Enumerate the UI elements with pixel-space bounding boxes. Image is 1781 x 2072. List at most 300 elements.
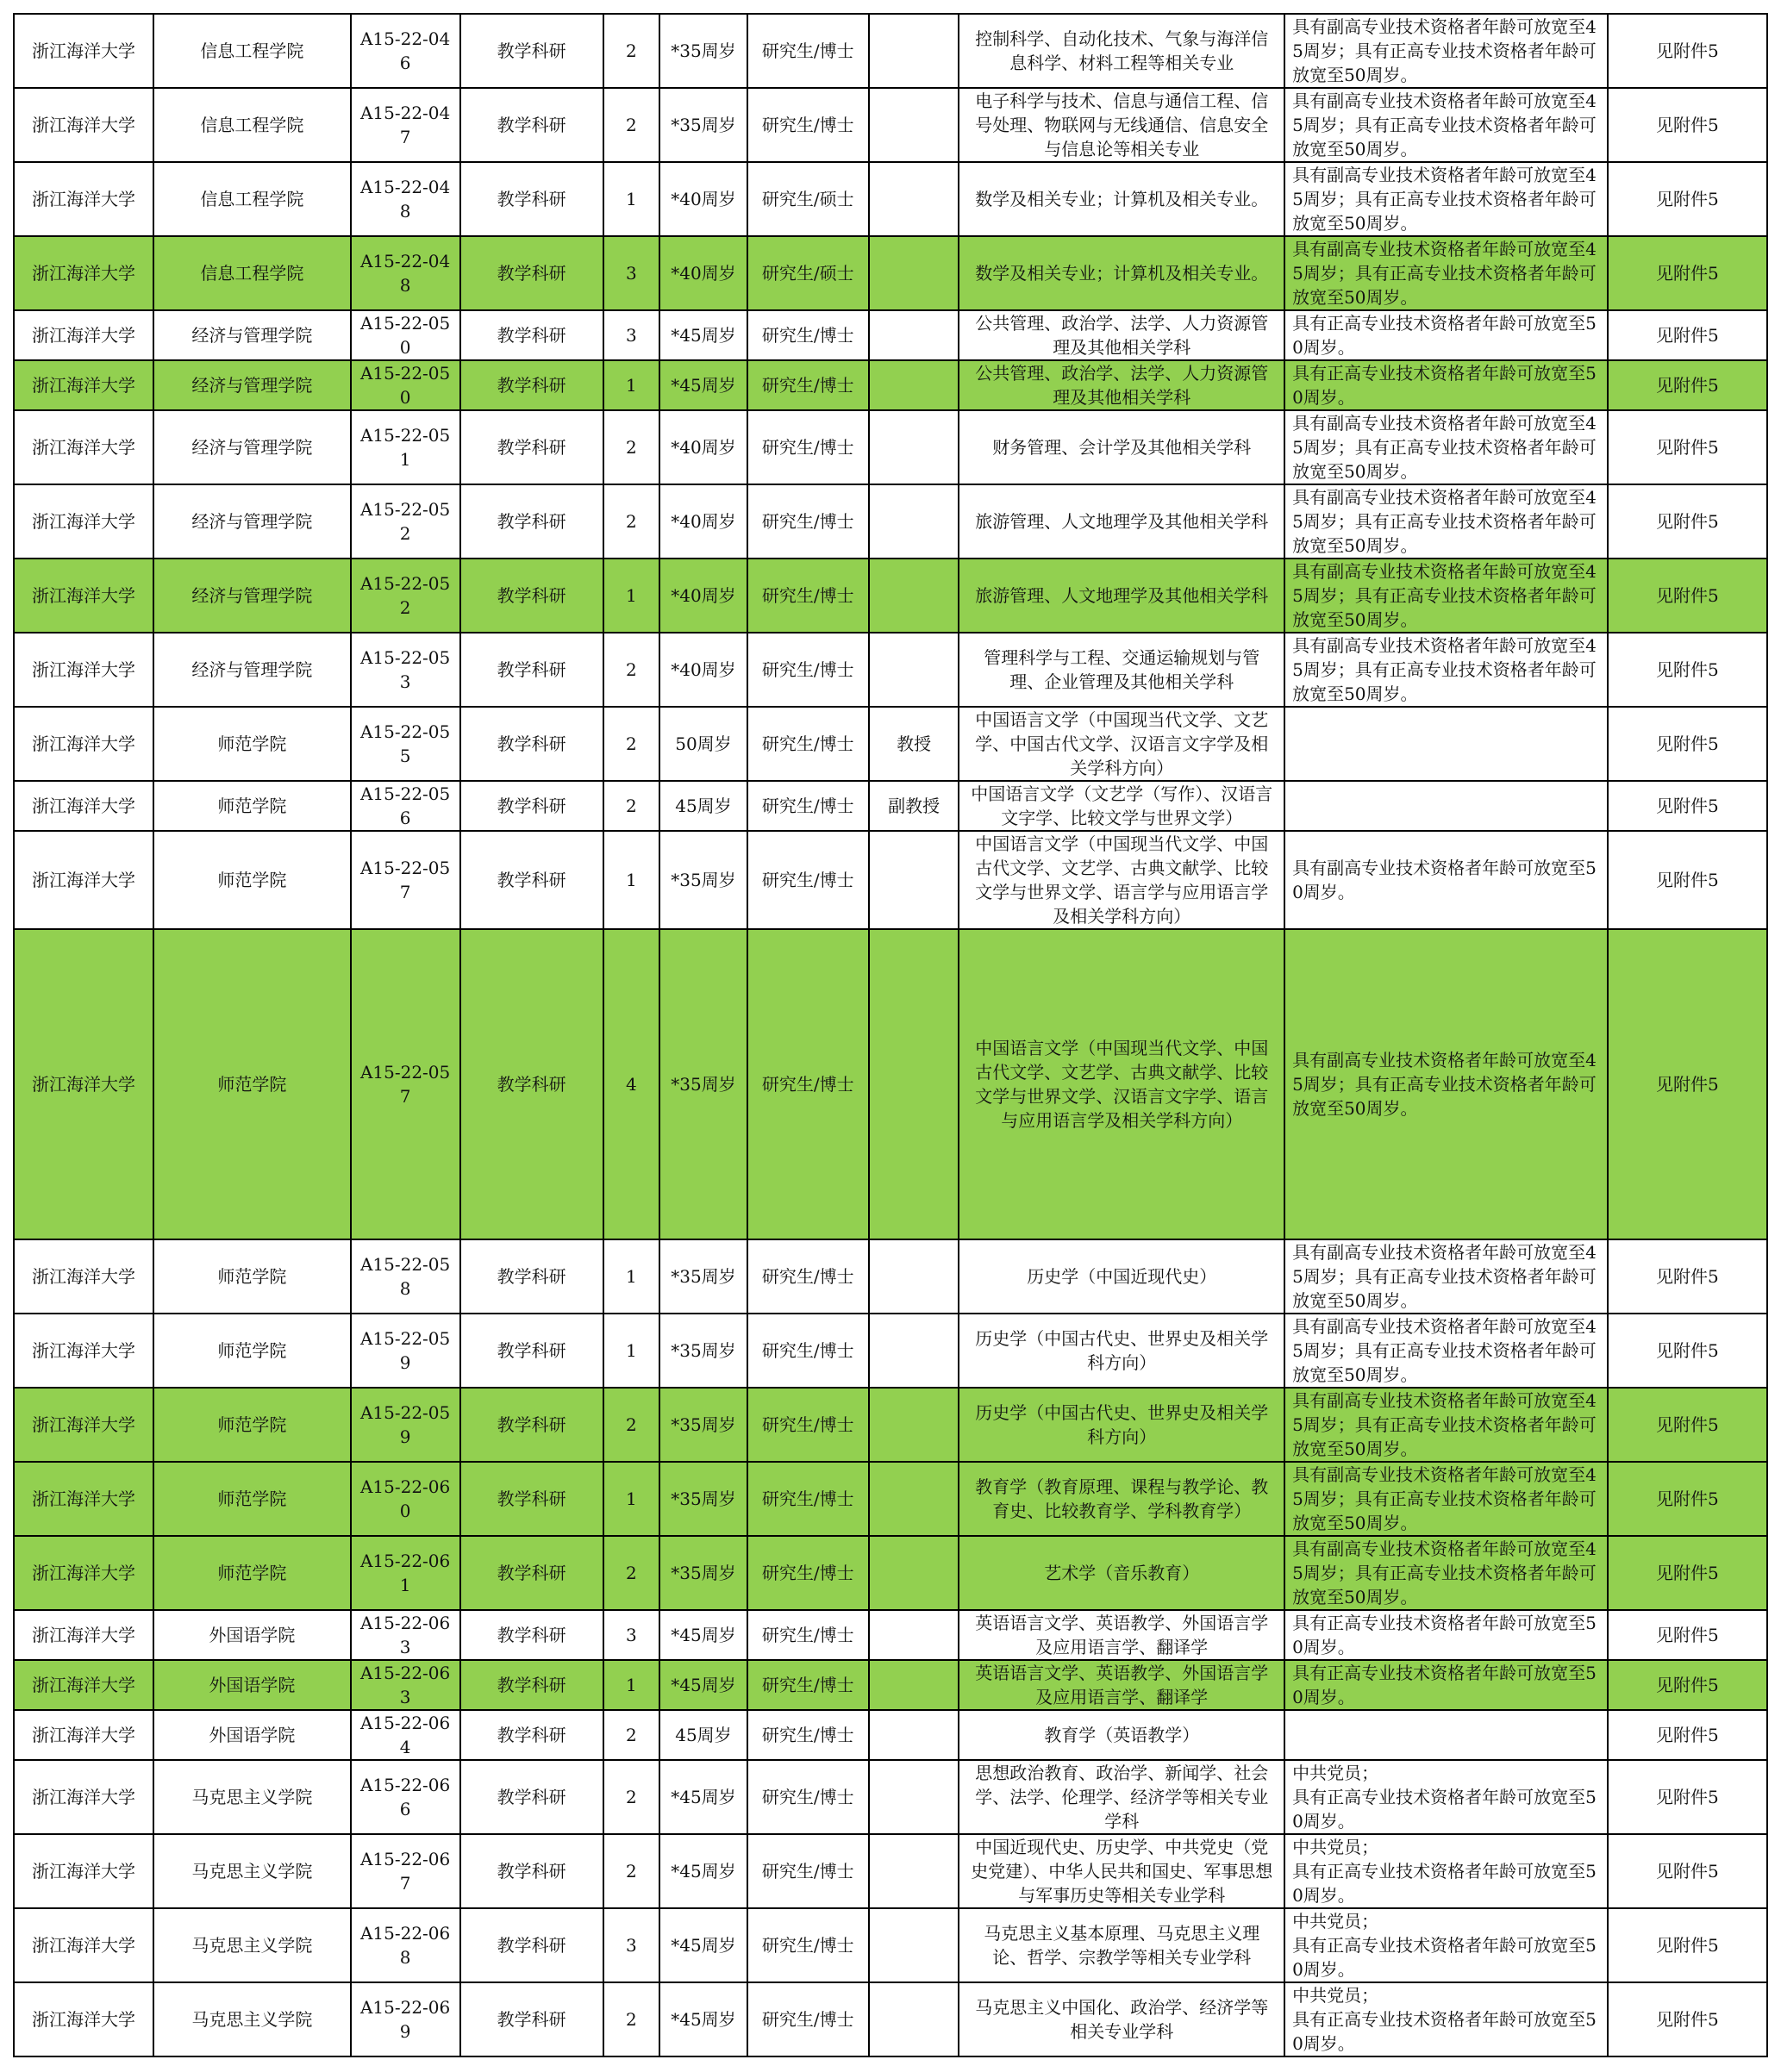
school-cell: 浙江海洋大学: [14, 88, 153, 162]
education-cell: 研究生/博士: [747, 633, 869, 707]
attachment-cell: 见附件5: [1608, 1239, 1767, 1314]
position-type-cell: 教学科研: [460, 929, 603, 1239]
education-cell: 研究生/博士: [747, 310, 869, 360]
headcount-cell: 3: [603, 1610, 659, 1660]
requirements-cell: 具有副高专业技术资格者年龄可放宽至45周岁；具有正高专业技术资格者年龄可放宽至50周岁。: [1284, 484, 1608, 559]
headcount-cell: 2: [603, 1536, 659, 1610]
education-cell: 研究生/博士: [747, 1536, 869, 1610]
table-row: [14, 162, 1767, 236]
position-code-cell: A15-22-059: [351, 1314, 460, 1388]
requirements-cell: 中共党员； 具有正高专业技术资格者年龄可放宽至50周岁。: [1284, 1834, 1608, 1908]
age-limit-cell: 45周岁: [659, 1710, 747, 1760]
school-cell: 浙江海洋大学: [14, 1660, 153, 1710]
major-cell: 教育学（英语教学）: [959, 1710, 1284, 1760]
position-type-cell: 教学科研: [460, 236, 603, 310]
attachment-cell: 见附件5: [1608, 360, 1767, 410]
age-limit-cell: *35周岁: [659, 1462, 747, 1536]
school-cell: 浙江海洋大学: [14, 1239, 153, 1314]
age-limit-cell: *35周岁: [659, 1536, 747, 1610]
job-title-cell: [869, 484, 959, 559]
age-limit-cell: *40周岁: [659, 484, 747, 559]
attachment-cell: 见附件5: [1608, 14, 1767, 88]
requirements-cell: 中共党员； 具有正高专业技术资格者年龄可放宽至50周岁。: [1284, 1760, 1608, 1834]
education-cell: 研究生/硕士: [747, 236, 869, 310]
major-cell: 历史学（中国古代史、世界史及相关学科方向）: [959, 1388, 1284, 1462]
job-title-cell: [869, 410, 959, 484]
job-title-cell: [869, 929, 959, 1239]
position-code-cell: A15-22-046: [351, 14, 460, 88]
school-cell: 浙江海洋大学: [14, 1982, 153, 2056]
education-cell: 研究生/博士: [747, 831, 869, 929]
requirements-cell: 具有副高专业技术资格者年龄可放宽至45周岁；具有正高专业技术资格者年龄可放宽至50周岁。: [1284, 1314, 1608, 1388]
major-cell: 数学及相关专业；计算机及相关专业。: [959, 162, 1284, 236]
age-limit-cell: *40周岁: [659, 410, 747, 484]
school-cell: 浙江海洋大学: [14, 559, 153, 633]
position-code-cell: A15-22-068: [351, 1908, 460, 1982]
position-code-cell: A15-22-059: [351, 1388, 460, 1462]
table-row: [14, 88, 1767, 162]
position-type-cell: 教学科研: [460, 559, 603, 633]
position-type-cell: 教学科研: [460, 310, 603, 360]
school-cell: 浙江海洋大学: [14, 929, 153, 1239]
major-cell: 思想政治教育、政治学、新闻学、社会学、法学、伦理学、经济学等相关专业学科: [959, 1760, 1284, 1834]
education-cell: 研究生/博士: [747, 1660, 869, 1710]
position-type-cell: 教学科研: [460, 484, 603, 559]
attachment-cell: 见附件5: [1608, 1710, 1767, 1760]
major-cell: 教育学（教育原理、课程与教学论、教育史、比较教育学、学科教育学）: [959, 1462, 1284, 1536]
education-cell: 研究生/博士: [747, 559, 869, 633]
department-cell: 师范学院: [153, 707, 351, 781]
job-title-cell: [869, 1710, 959, 1760]
position-type-cell: 教学科研: [460, 1314, 603, 1388]
attachment-cell: 见附件5: [1608, 162, 1767, 236]
education-cell: 研究生/博士: [747, 1239, 869, 1314]
position-code-cell: A15-22-053: [351, 633, 460, 707]
position-code-cell: A15-22-050: [351, 360, 460, 410]
attachment-cell: 见附件5: [1608, 559, 1767, 633]
age-limit-cell: *35周岁: [659, 1388, 747, 1462]
job-title-cell: [869, 559, 959, 633]
school-cell: 浙江海洋大学: [14, 1536, 153, 1610]
school-cell: 浙江海洋大学: [14, 1462, 153, 1536]
table-row: [14, 310, 1767, 360]
job-title-cell: [869, 14, 959, 88]
requirements-cell: 中共党员； 具有正高专业技术资格者年龄可放宽至50周岁。: [1284, 1908, 1608, 1982]
education-cell: 研究生/博士: [747, 1834, 869, 1908]
department-cell: 经济与管理学院: [153, 633, 351, 707]
requirements-cell: 具有副高专业技术资格者年龄可放宽至45周岁；具有正高专业技术资格者年龄可放宽至50周岁。: [1284, 88, 1608, 162]
department-cell: 马克思主义学院: [153, 1834, 351, 1908]
department-cell: 外国语学院: [153, 1660, 351, 1710]
attachment-cell: 见附件5: [1608, 88, 1767, 162]
age-limit-cell: *40周岁: [659, 633, 747, 707]
department-cell: 师范学院: [153, 1462, 351, 1536]
attachment-cell: 见附件5: [1608, 1660, 1767, 1710]
department-cell: 经济与管理学院: [153, 360, 351, 410]
job-title-cell: [869, 1982, 959, 2056]
attachment-cell: 见附件5: [1608, 633, 1767, 707]
table-row: [14, 1760, 1767, 1834]
age-limit-cell: *35周岁: [659, 831, 747, 929]
requirements-cell: [1284, 707, 1608, 781]
major-cell: 旅游管理、人文地理学及其他相关学科: [959, 559, 1284, 633]
department-cell: 马克思主义学院: [153, 1908, 351, 1982]
job-title-cell: [869, 1908, 959, 1982]
headcount-cell: 1: [603, 831, 659, 929]
age-limit-cell: *35周岁: [659, 929, 747, 1239]
school-cell: 浙江海洋大学: [14, 1710, 153, 1760]
education-cell: 研究生/博士: [747, 1982, 869, 2056]
major-cell: 历史学（中国古代史、世界史及相关学科方向）: [959, 1314, 1284, 1388]
position-code-cell: A15-22-058: [351, 1239, 460, 1314]
attachment-cell: 见附件5: [1608, 484, 1767, 559]
major-cell: 马克思主义基本原理、马克思主义理论、哲学、宗教学等相关专业学科: [959, 1908, 1284, 1982]
requirements-cell: 具有副高专业技术资格者年龄可放宽至45周岁；具有正高专业技术资格者年龄可放宽至50周岁。: [1284, 410, 1608, 484]
headcount-cell: 4: [603, 929, 659, 1239]
major-cell: 电子科学与技术、信息与通信工程、信号处理、物联网与无线通信、信息安全与信息论等相关专业: [959, 88, 1284, 162]
headcount-cell: 3: [603, 1908, 659, 1982]
headcount-cell: 2: [603, 1710, 659, 1760]
position-type-cell: 教学科研: [460, 162, 603, 236]
education-cell: 研究生/博士: [747, 929, 869, 1239]
table-row: [14, 781, 1767, 831]
requirements-cell: 具有副高专业技术资格者年龄可放宽至45周岁；具有正高专业技术资格者年龄可放宽至50周岁。: [1284, 1239, 1608, 1314]
department-cell: 师范学院: [153, 1314, 351, 1388]
position-type-cell: 教学科研: [460, 410, 603, 484]
department-cell: 师范学院: [153, 1239, 351, 1314]
age-limit-cell: *35周岁: [659, 14, 747, 88]
position-code-cell: A15-22-063: [351, 1610, 460, 1660]
table-row: [14, 1834, 1767, 1908]
age-limit-cell: *45周岁: [659, 1610, 747, 1660]
requirements-cell: 具有副高专业技术资格者年龄可放宽至45周岁；具有正高专业技术资格者年龄可放宽至50周岁。: [1284, 929, 1608, 1239]
position-type-cell: 教学科研: [460, 831, 603, 929]
position-type-cell: 教学科研: [460, 1660, 603, 1710]
age-limit-cell: *35周岁: [659, 1314, 747, 1388]
table-row: [14, 1908, 1767, 1982]
education-cell: 研究生/博士: [747, 707, 869, 781]
department-cell: 马克思主义学院: [153, 1982, 351, 2056]
job-title-cell: [869, 360, 959, 410]
department-cell: 信息工程学院: [153, 14, 351, 88]
position-code-cell: A15-22-052: [351, 559, 460, 633]
requirements-cell: 中共党员； 具有正高专业技术资格者年龄可放宽至50周岁。: [1284, 1982, 1608, 2056]
education-cell: 研究生/博士: [747, 1610, 869, 1660]
position-type-cell: 教学科研: [460, 1982, 603, 2056]
education-cell: 研究生/博士: [747, 14, 869, 88]
position-code-cell: A15-22-069: [351, 1982, 460, 2056]
job-title-cell: [869, 1660, 959, 1710]
job-title-cell: [869, 162, 959, 236]
attachment-cell: 见附件5: [1608, 1536, 1767, 1610]
job-title-cell: [869, 1610, 959, 1660]
education-cell: 研究生/博士: [747, 484, 869, 559]
position-type-cell: 教学科研: [460, 1462, 603, 1536]
position-type-cell: 教学科研: [460, 1760, 603, 1834]
job-title-cell: [869, 236, 959, 310]
position-code-cell: A15-22-063: [351, 1660, 460, 1710]
attachment-cell: 见附件5: [1608, 1610, 1767, 1660]
age-limit-cell: *45周岁: [659, 1908, 747, 1982]
position-code-cell: A15-22-050: [351, 310, 460, 360]
headcount-cell: 2: [603, 14, 659, 88]
department-cell: 信息工程学院: [153, 162, 351, 236]
position-type-cell: 教学科研: [460, 1710, 603, 1760]
school-cell: 浙江海洋大学: [14, 410, 153, 484]
position-code-cell: A15-22-055: [351, 707, 460, 781]
headcount-cell: 3: [603, 310, 659, 360]
age-limit-cell: *40周岁: [659, 162, 747, 236]
position-code-cell: A15-22-067: [351, 1834, 460, 1908]
education-cell: 研究生/博士: [747, 1908, 869, 1982]
attachment-cell: 见附件5: [1608, 1760, 1767, 1834]
requirements-cell: 具有副高专业技术资格者年龄可放宽至45周岁；具有正高专业技术资格者年龄可放宽至50周岁。: [1284, 1536, 1608, 1610]
position-code-cell: A15-22-057: [351, 929, 460, 1239]
major-cell: 英语语言文学、英语教学、外国语言学及应用语言学、翻译学: [959, 1660, 1284, 1710]
headcount-cell: 1: [603, 1462, 659, 1536]
position-code-cell: A15-22-056: [351, 781, 460, 831]
attachment-cell: 见附件5: [1608, 1462, 1767, 1536]
age-limit-cell: *45周岁: [659, 1982, 747, 2056]
age-limit-cell: *40周岁: [659, 559, 747, 633]
table-row: [14, 1710, 1767, 1760]
age-limit-cell: *35周岁: [659, 88, 747, 162]
position-type-cell: 教学科研: [460, 1239, 603, 1314]
position-code-cell: A15-22-066: [351, 1760, 460, 1834]
education-cell: 研究生/博士: [747, 1314, 869, 1388]
job-title-cell: [869, 88, 959, 162]
education-cell: 研究生/博士: [747, 1462, 869, 1536]
position-type-cell: 教学科研: [460, 360, 603, 410]
job-title-cell: [869, 1314, 959, 1388]
major-cell: 中国语言文学（中国现当代文学、中国古代文学、文艺学、古典文献学、比较文学与世界文学、汉语言文字学、语言与应用语言学及相关学科方向）: [959, 929, 1284, 1239]
major-cell: 中国语言文学（文艺学（写作）、汉语言文字学、比较文学与世界文学）: [959, 781, 1284, 831]
job-title-cell: [869, 831, 959, 929]
school-cell: 浙江海洋大学: [14, 1388, 153, 1462]
school-cell: 浙江海洋大学: [14, 633, 153, 707]
school-cell: 浙江海洋大学: [14, 1834, 153, 1908]
table-row: [14, 1388, 1767, 1462]
table-row: [14, 484, 1767, 559]
headcount-cell: 2: [603, 781, 659, 831]
major-cell: 艺术学（音乐教育）: [959, 1536, 1284, 1610]
position-code-cell: A15-22-047: [351, 88, 460, 162]
attachment-cell: 见附件5: [1608, 1388, 1767, 1462]
table-row: [14, 410, 1767, 484]
age-limit-cell: *45周岁: [659, 310, 747, 360]
attachment-cell: 见附件5: [1608, 929, 1767, 1239]
job-title-cell: 副教授: [869, 781, 959, 831]
major-cell: 马克思主义中国化、政治学、经济学等相关专业学科: [959, 1982, 1284, 2056]
department-cell: 外国语学院: [153, 1610, 351, 1660]
job-title-cell: [869, 1536, 959, 1610]
requirements-cell: 具有副高专业技术资格者年龄可放宽至45周岁；具有正高专业技术资格者年龄可放宽至50周岁。: [1284, 1388, 1608, 1462]
job-title-cell: [869, 1760, 959, 1834]
department-cell: 师范学院: [153, 1536, 351, 1610]
position-type-cell: 教学科研: [460, 633, 603, 707]
department-cell: 经济与管理学院: [153, 310, 351, 360]
education-cell: 研究生/博士: [747, 88, 869, 162]
position-type-cell: 教学科研: [460, 707, 603, 781]
table-row: [14, 1610, 1767, 1660]
school-cell: 浙江海洋大学: [14, 1314, 153, 1388]
headcount-cell: 2: [603, 633, 659, 707]
job-title-cell: [869, 633, 959, 707]
headcount-cell: 1: [603, 1660, 659, 1710]
major-cell: 管理科学与工程、交通运输规划与管理、企业管理及其他相关学科: [959, 633, 1284, 707]
requirements-cell: 具有副高专业技术资格者年龄可放宽至45周岁；具有正高专业技术资格者年龄可放宽至50周岁。: [1284, 236, 1608, 310]
recruitment-table: [13, 13, 1768, 2057]
department-cell: 师范学院: [153, 929, 351, 1239]
attachment-cell: 见附件5: [1608, 781, 1767, 831]
headcount-cell: 1: [603, 559, 659, 633]
position-type-cell: 教学科研: [460, 88, 603, 162]
position-type-cell: 教学科研: [460, 14, 603, 88]
school-cell: 浙江海洋大学: [14, 707, 153, 781]
department-cell: 师范学院: [153, 781, 351, 831]
headcount-cell: 2: [603, 1982, 659, 2056]
school-cell: 浙江海洋大学: [14, 781, 153, 831]
department-cell: 马克思主义学院: [153, 1760, 351, 1834]
position-code-cell: A15-22-048: [351, 236, 460, 310]
major-cell: 公共管理、政治学、法学、人力资源管理及其他相关学科: [959, 360, 1284, 410]
age-limit-cell: *40周岁: [659, 236, 747, 310]
major-cell: 公共管理、政治学、法学、人力资源管理及其他相关学科: [959, 310, 1284, 360]
table-row: [14, 1314, 1767, 1388]
headcount-cell: 2: [603, 707, 659, 781]
education-cell: 研究生/博士: [747, 1760, 869, 1834]
position-type-cell: 教学科研: [460, 1536, 603, 1610]
department-cell: 师范学院: [153, 1388, 351, 1462]
table-row: [14, 1536, 1767, 1610]
requirements-cell: 具有副高专业技术资格者年龄可放宽至45周岁；具有正高专业技术资格者年龄可放宽至50周岁。: [1284, 162, 1608, 236]
table-row: [14, 559, 1767, 633]
age-limit-cell: 45周岁: [659, 781, 747, 831]
headcount-cell: 2: [603, 1388, 659, 1462]
position-code-cell: A15-22-048: [351, 162, 460, 236]
position-code-cell: A15-22-051: [351, 410, 460, 484]
table-row: [14, 831, 1767, 929]
job-title-cell: [869, 1388, 959, 1462]
age-limit-cell: 50周岁: [659, 707, 747, 781]
table-row: [14, 236, 1767, 310]
table-row: [14, 929, 1767, 1239]
attachment-cell: 见附件5: [1608, 707, 1767, 781]
school-cell: 浙江海洋大学: [14, 236, 153, 310]
major-cell: 数学及相关专业；计算机及相关专业。: [959, 236, 1284, 310]
requirements-cell: 具有正高专业技术资格者年龄可放宽至50周岁。: [1284, 310, 1608, 360]
position-type-cell: 教学科研: [460, 781, 603, 831]
headcount-cell: 3: [603, 236, 659, 310]
department-cell: 信息工程学院: [153, 88, 351, 162]
school-cell: 浙江海洋大学: [14, 1908, 153, 1982]
major-cell: 中国近现代史、历史学、中共党史（党史党建）、中华人民共和国史、军事思想与军事历史等相关专业学科: [959, 1834, 1284, 1908]
position-type-cell: 教学科研: [460, 1834, 603, 1908]
requirements-cell: 具有副高专业技术资格者年龄可放宽至45周岁；具有正高专业技术资格者年龄可放宽至50周岁。: [1284, 633, 1608, 707]
position-type-cell: 教学科研: [460, 1908, 603, 1982]
position-code-cell: A15-22-061: [351, 1536, 460, 1610]
requirements-cell: [1284, 1710, 1608, 1760]
requirements-cell: [1284, 781, 1608, 831]
department-cell: 经济与管理学院: [153, 559, 351, 633]
job-title-cell: [869, 310, 959, 360]
position-code-cell: A15-22-052: [351, 484, 460, 559]
headcount-cell: 1: [603, 162, 659, 236]
attachment-cell: 见附件5: [1608, 1314, 1767, 1388]
table-row: [14, 360, 1767, 410]
requirements-cell: 具有正高专业技术资格者年龄可放宽至50周岁。: [1284, 1610, 1608, 1660]
requirements-cell: 具有正高专业技术资格者年龄可放宽至50周岁。: [1284, 360, 1608, 410]
school-cell: 浙江海洋大学: [14, 162, 153, 236]
position-code-cell: A15-22-060: [351, 1462, 460, 1536]
attachment-cell: 见附件5: [1608, 310, 1767, 360]
headcount-cell: 1: [603, 360, 659, 410]
headcount-cell: 2: [603, 1760, 659, 1834]
requirements-cell: 具有副高专业技术资格者年龄可放宽至45周岁；具有正高专业技术资格者年龄可放宽至50周岁。: [1284, 559, 1608, 633]
school-cell: 浙江海洋大学: [14, 484, 153, 559]
department-cell: 经济与管理学院: [153, 484, 351, 559]
position-type-cell: 教学科研: [460, 1610, 603, 1660]
age-limit-cell: *45周岁: [659, 1760, 747, 1834]
requirements-cell: 具有副高专业技术资格者年龄可放宽至50周岁。: [1284, 831, 1608, 929]
table-row: [14, 633, 1767, 707]
attachment-cell: 见附件5: [1608, 410, 1767, 484]
position-code-cell: A15-22-057: [351, 831, 460, 929]
requirements-cell: 具有正高专业技术资格者年龄可放宽至50周岁。: [1284, 1660, 1608, 1710]
education-cell: 研究生/博士: [747, 360, 869, 410]
table-row: [14, 1660, 1767, 1710]
headcount-cell: 2: [603, 88, 659, 162]
school-cell: 浙江海洋大学: [14, 1760, 153, 1834]
job-title-cell: [869, 1239, 959, 1314]
headcount-cell: 2: [603, 410, 659, 484]
major-cell: 财务管理、会计学及其他相关学科: [959, 410, 1284, 484]
education-cell: 研究生/博士: [747, 1388, 869, 1462]
school-cell: 浙江海洋大学: [14, 831, 153, 929]
education-cell: 研究生/博士: [747, 1710, 869, 1760]
department-cell: 外国语学院: [153, 1710, 351, 1760]
position-type-cell: 教学科研: [460, 1388, 603, 1462]
education-cell: 研究生/博士: [747, 781, 869, 831]
age-limit-cell: *45周岁: [659, 360, 747, 410]
school-cell: 浙江海洋大学: [14, 1610, 153, 1660]
attachment-cell: 见附件5: [1608, 1908, 1767, 1982]
age-limit-cell: *45周岁: [659, 1834, 747, 1908]
major-cell: 中国语言文学（中国现当代文学、中国古代文学、文艺学、古典文献学、比较文学与世界文学、语言学与应用语言学及相关学科方向）: [959, 831, 1284, 929]
school-cell: 浙江海洋大学: [14, 360, 153, 410]
job-title-cell: 教授: [869, 707, 959, 781]
major-cell: 英语语言文学、英语教学、外国语言学及应用语言学、翻译学: [959, 1610, 1284, 1660]
major-cell: 历史学（中国近现代史）: [959, 1239, 1284, 1314]
table-row: [14, 1982, 1767, 2056]
attachment-cell: 见附件5: [1608, 831, 1767, 929]
school-cell: 浙江海洋大学: [14, 14, 153, 88]
requirements-cell: 具有副高专业技术资格者年龄可放宽至45周岁；具有正高专业技术资格者年龄可放宽至50周岁。: [1284, 14, 1608, 88]
major-cell: 旅游管理、人文地理学及其他相关学科: [959, 484, 1284, 559]
job-title-cell: [869, 1462, 959, 1536]
table-row: [14, 1462, 1767, 1536]
age-limit-cell: *35周岁: [659, 1239, 747, 1314]
major-cell: 控制科学、自动化技术、气象与海洋信息科学、材料工程等相关专业: [959, 14, 1284, 88]
attachment-cell: 见附件5: [1608, 1982, 1767, 2056]
headcount-cell: 2: [603, 484, 659, 559]
job-title-cell: [869, 1834, 959, 1908]
attachment-cell: 见附件5: [1608, 236, 1767, 310]
age-limit-cell: *45周岁: [659, 1660, 747, 1710]
headcount-cell: 1: [603, 1314, 659, 1388]
table-row: [14, 707, 1767, 781]
requirements-cell: 具有副高专业技术资格者年龄可放宽至45周岁；具有正高专业技术资格者年龄可放宽至50周岁。: [1284, 1462, 1608, 1536]
